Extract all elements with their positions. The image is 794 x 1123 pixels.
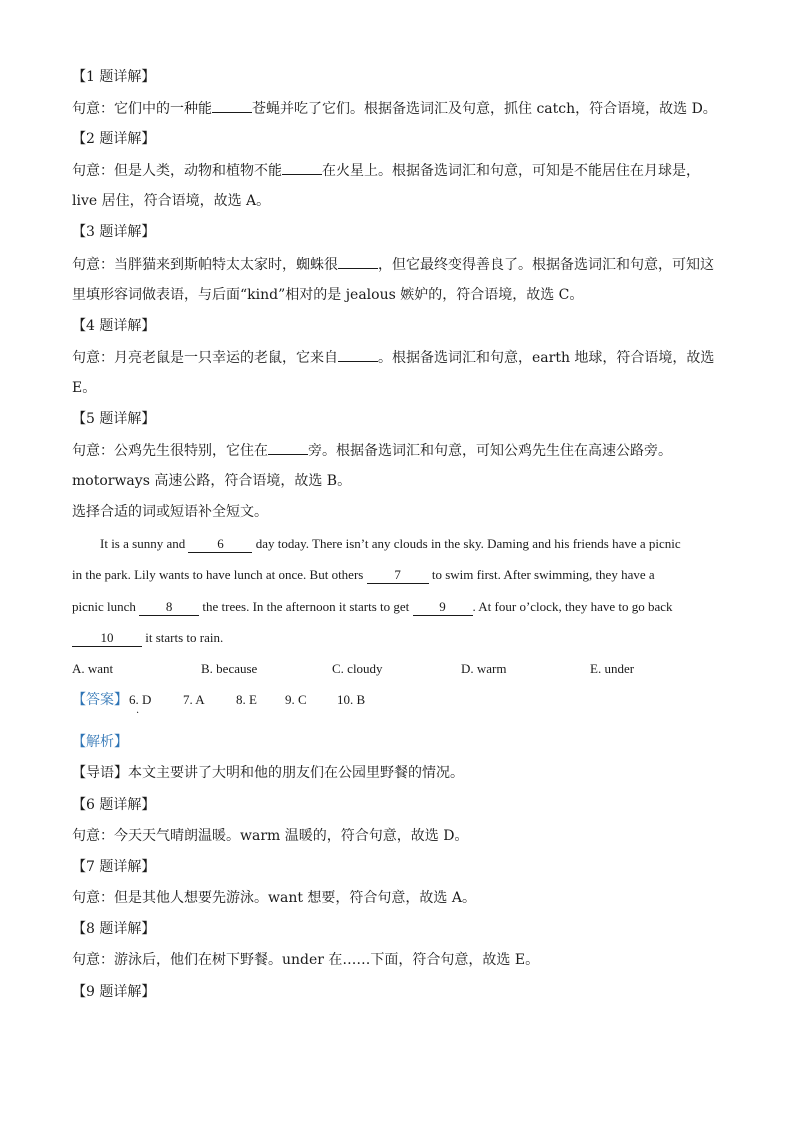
q2-blank — [282, 160, 322, 175]
q5-explanation — [72, 440, 672, 461]
q5-text-b: 旁。根据备选词汇和句意，可知公鸡先生住在高速公路旁。 — [308, 443, 672, 459]
blank-10: 10 — [72, 630, 142, 647]
option-a: A. want — [72, 661, 114, 676]
passage-line-2 — [72, 565, 655, 585]
q2-explanation-cont: live 居住，符合语境，故选 A。 — [72, 193, 271, 209]
q1-blank — [212, 98, 252, 113]
blank-8: 8 — [139, 599, 199, 616]
q9-heading: 【9 题详解】 — [72, 984, 156, 1000]
q1-explanation — [72, 98, 717, 119]
blank-6: 6 — [188, 536, 252, 553]
option-b: B. because — [201, 661, 258, 676]
q2-explanation — [72, 160, 700, 181]
q3-text-b: ，但它最终变得善良了。根据备选词汇和句意，可知这 — [378, 257, 714, 273]
q3-blank — [338, 254, 378, 269]
option-d: D. warm — [461, 661, 507, 676]
q5-text-a: 句意：公鸡先生很特别，它住在 — [72, 443, 268, 459]
intro-text: 【导语】本文主要讲了大明和他的朋友们在公园里野餐的情况。 — [72, 765, 464, 781]
q5-heading: 【5 题详解】 — [72, 411, 156, 427]
q1-heading: 【1 题详解】 — [72, 69, 156, 85]
q2-heading: 【2 题详解】 — [72, 131, 156, 147]
blank-7: 7 — [367, 567, 429, 584]
q3-heading: 【3 题详解】 — [72, 224, 156, 240]
passage-text: It is a sunny and — [100, 536, 186, 551]
q4-explanation — [72, 347, 714, 368]
analysis-label: 【解析】 — [72, 734, 128, 750]
passage-text: it starts to rain. — [145, 630, 224, 645]
section-instruction: 选择合适的词或短语补全短文。 — [72, 504, 268, 520]
q7-heading: 【7 题详解】 — [72, 859, 156, 875]
blank-9: 9 — [413, 599, 473, 616]
q3-explanation — [72, 254, 714, 275]
answer-8: 8. E — [236, 692, 257, 707]
answer-10: 10. B — [337, 692, 366, 707]
q4-heading: 【4 题详解】 — [72, 318, 156, 334]
q6-heading: 【6 题详解】 — [72, 797, 156, 813]
answers-row — [72, 690, 402, 716]
q2-text-b: 在火星上。根据备选词汇和句意，可知是不能居住在月球是， — [322, 163, 700, 179]
answer-9: 9. C — [285, 692, 307, 707]
options-row — [72, 659, 732, 679]
q5-blank — [268, 440, 308, 455]
q3-explanation-cont: 里填形容词做表语，与后面“kind”相对的是 jealous 嫉妒的，符合语境，故选 C。 — [72, 287, 584, 303]
passage-line-3 — [72, 597, 673, 617]
passage-line-1 — [100, 534, 681, 554]
passage-text: to swim first. After swimming, they have a — [431, 567, 655, 582]
passage-line-4 — [72, 628, 223, 648]
passage-text: . At four o’clock, they have to go back — [472, 599, 673, 614]
q4-text-a: 句意：月亮老鼠是一只幸运的老鼠，它来自 — [72, 350, 338, 366]
passage-text: in the park. Lily wants to have lunch at once. But others — [72, 567, 364, 582]
option-c: C. cloudy — [332, 661, 383, 676]
q5-explanation-cont: motorways 高速公路，符合语境，故选 B。 — [72, 473, 352, 489]
answer-6: 6. D — [129, 692, 152, 707]
q8-explanation: 句意：游泳后，他们在树下野餐。under 在……下面，符合句意，故选 E。 — [72, 952, 540, 968]
option-e: E. under — [590, 661, 635, 676]
q7-explanation: 句意：但是其他人想要先游泳。want 想要，符合句意，故选 A。 — [72, 890, 476, 906]
q6-explanation: 句意：今天天气晴朗温暖。warm 温暖的，符合句意，故选 D。 — [72, 828, 469, 844]
passage-text: day today. There isn’t any clouds in the sky. Daming and his friends have a picnic — [255, 536, 681, 551]
q4-blank — [338, 347, 378, 362]
q3-text-a: 句意：当胖猫来到斯帕特太太家时，蜘蛛很 — [72, 257, 338, 273]
passage-text: picnic lunch — [72, 599, 136, 614]
q1-text-b: 苍蝇并吃了它们。根据备选词汇及句意，抓住 catch，符合语境，故选 D。 — [252, 101, 717, 117]
passage-text: the trees. In the afternoon it starts to get — [202, 599, 410, 614]
q2-text-a: 句意：但是人类，动物和植物不能 — [72, 163, 282, 179]
q4-text-b: 。根据备选词汇和句意，earth 地球，符合语境，故选 — [378, 350, 715, 366]
q1-text-a: 句意：它们中的一种能 — [72, 101, 212, 117]
answer-dot-mark: . — [136, 705, 140, 716]
answer-label: 【答案】 — [72, 692, 128, 708]
q4-explanation-cont: E。 — [72, 380, 97, 396]
q8-heading: 【8 题详解】 — [72, 921, 156, 937]
answer-7: 7. A — [183, 692, 205, 707]
